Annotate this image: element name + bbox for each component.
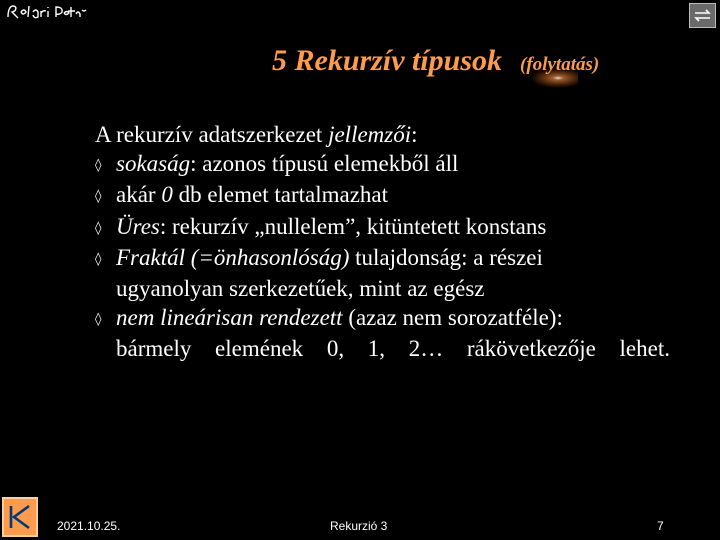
bullet-4-text: tulajdonság: a részei [349, 244, 543, 270]
bullet-2 [95, 180, 670, 211]
bullet-2-prefix: akár [116, 182, 162, 208]
title-subtitle: (folytatás) [520, 54, 600, 75]
bullet-5 [95, 303, 670, 334]
bullet-3 [95, 212, 670, 243]
bullet-5-text: (azaz nem sorozatféle): [342, 305, 563, 331]
slide-title [272, 44, 599, 78]
intro-text: A rekurzív adatszerkezet [95, 122, 329, 147]
bullet-3-text: : rekurzív „nullelem”, kitüntetett konstans [159, 213, 547, 239]
bullet-4-continuation: ugyanolyan szerkezetűek, mint az egész [116, 276, 485, 302]
exchange-arrows-icon [692, 7, 713, 24]
diamond-bullet-icon: ◊ [95, 251, 102, 267]
signature-logo [4, 2, 88, 22]
bullet-2-emphasis: 0 [161, 182, 173, 208]
bullet-4 [95, 243, 670, 274]
diamond-bullet-icon: ◊ [95, 220, 102, 236]
exchange-arrows-button[interactable] [689, 3, 716, 28]
diamond-bullet-icon: ◊ [95, 312, 102, 328]
bullet-5-continuation: bármely elemének 0, 1, 2… rákövetkezője lehet. [116, 336, 670, 362]
intro-emphasis: jellemzői [328, 122, 412, 147]
page-number: 7 [657, 519, 664, 533]
intro-colon: : [411, 122, 418, 147]
bullet-3-emphasis: Üres [116, 213, 160, 239]
bullet-4-emphasis: Fraktál (=önhasonlóság) [116, 244, 350, 270]
footer-center: Rekurzió 3 [330, 519, 388, 533]
first-slide-button[interactable] [2, 497, 38, 537]
bullet-1-emphasis: sokaság [116, 151, 191, 177]
title-main: 5 Rekurzív típusok [272, 44, 503, 77]
footer-date: 2021.10.25. [57, 519, 121, 533]
bullet-1-text: : azonos típusú elemekből áll [190, 151, 459, 177]
intro-line [95, 120, 670, 149]
slide-body [95, 120, 670, 364]
bullet-5-emphasis: nem lineárisan rendezett [116, 305, 343, 331]
diamond-bullet-icon: ◊ [95, 189, 102, 205]
bullet-1 [95, 149, 670, 180]
home-first-slide-icon [4, 499, 36, 535]
bullet-2-text: db elemet tartalmazhat [172, 182, 389, 208]
diamond-bullet-icon: ◊ [95, 158, 102, 174]
